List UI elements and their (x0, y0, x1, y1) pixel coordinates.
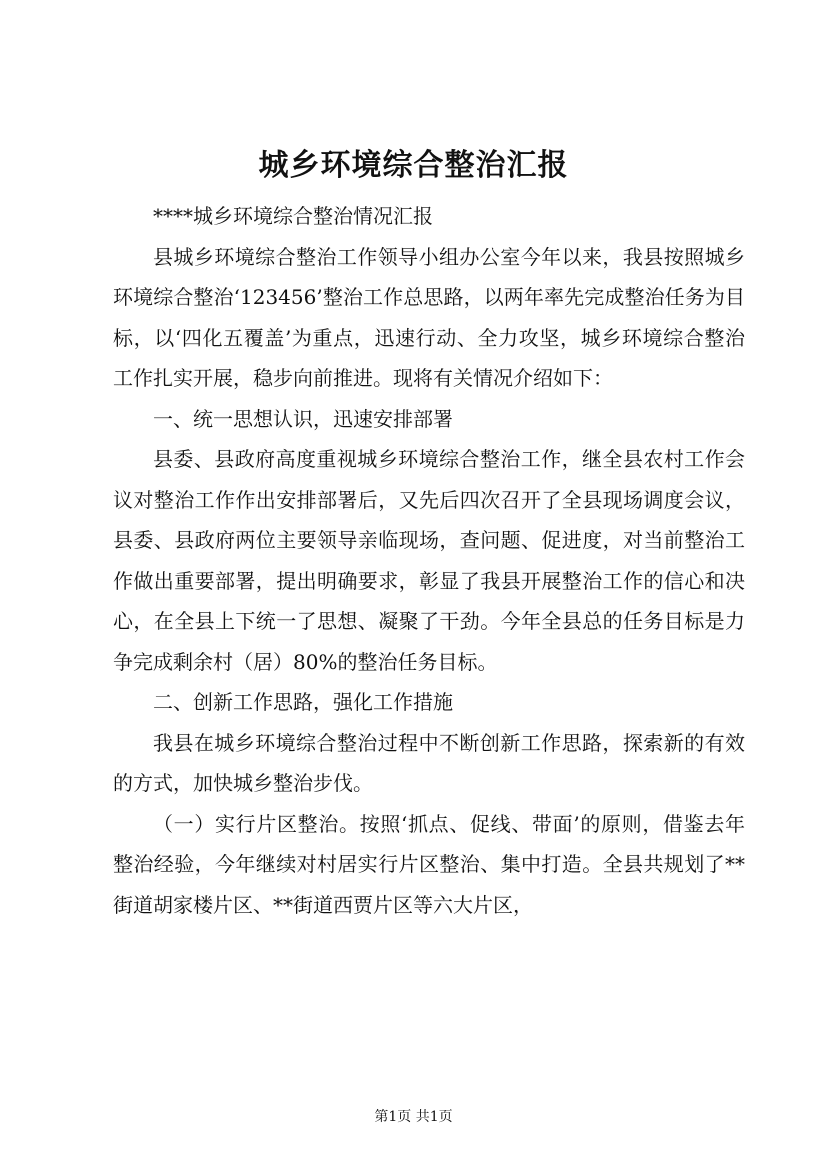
subsection-1-paragraph: （一）实行片区整治。按照‘抓点、促线、带面’的原则，借鉴去年整治经验，今年继续对村居实行片区整治、集中打造。全县共规划了**街道胡家楼片区、**街道西贾片区等六大片区， (113, 811, 745, 917)
section-2-paragraph: 我县在城乡环境综合整治过程中不断创新工作思路，探索新的有效的方式，加快城乡整治步伐。 (113, 730, 745, 795)
subtitle-paragraph: ****城乡环境综合整治情况汇报 (153, 204, 433, 228)
page-footer: 第1页 共1页 (374, 1109, 453, 1125)
section-heading-1: 一、统一思想认识，迅速安排部署 (153, 406, 453, 431)
document-title: 城乡环境综合整治汇报 (258, 148, 569, 183)
document-body (113, 196, 745, 925)
section-heading-2: 二、创新工作思路，强化工作措施 (153, 690, 453, 714)
intro-paragraph: 县城乡环境综合整治工作领导小组办公室今年以来，我县按照城乡环境综合整治‘123456’整治工作总思路，以两年率先完成整治任务为目标，以‘四化五覆盖’为重点，迅速行动、全力攻坚，城乡环境综合整治工作扎实开展，稳步向前推进。现将有关情况介绍如下： (113, 244, 745, 390)
section-1-paragraph: 县委、县政府高度重视城乡环境综合整治工作，继全县农村工作会议对整治工作作出安排部署后，又先后四次召开了全县现场调度会议，县委、县政府两位主要领导亲临现场，查问题、促进度，对当前整治工作做出重要部署，提出明确要求，彰显了我县开展整治工作的信心和决心，在全县上下统一了思想、凝聚了干劲。今年全县总的任务目标是力争完成剩余村（居）80%的整治任务目标。 (113, 447, 745, 674)
